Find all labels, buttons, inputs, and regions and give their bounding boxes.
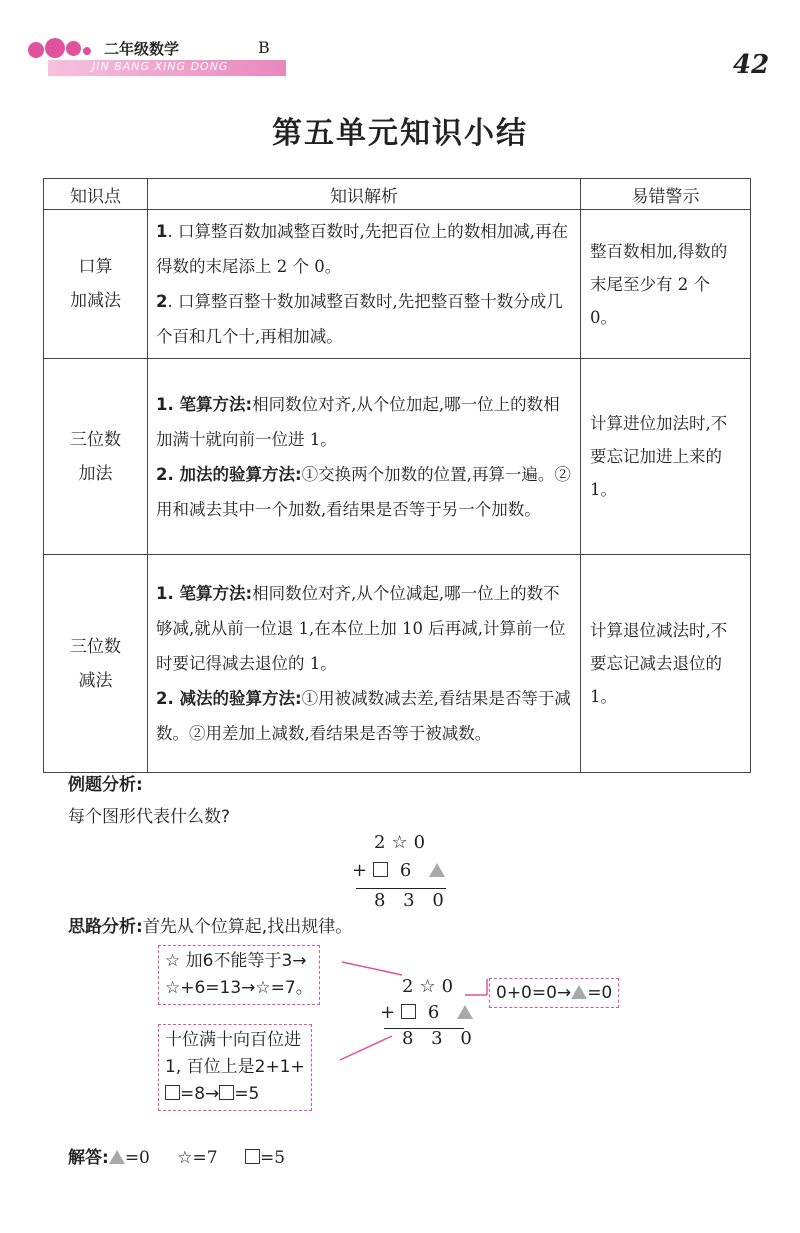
analysis-label: 思路分析: (68, 917, 143, 937)
answer-line: 解答: =0 ☆=7 =5 (68, 1148, 286, 1168)
page-number: 42 (733, 50, 770, 80)
square-icon (219, 1085, 234, 1100)
version-label: B (258, 38, 270, 57)
header-topic: 知识点 (44, 179, 148, 210)
note-ones: 0+0=0→ =0 (489, 978, 619, 1008)
answer-label: 解答: (68, 1148, 109, 1168)
square-icon (245, 1149, 260, 1164)
analysis-cell: 1. 笔算方法:相同数位对齐,从个位减起,哪一位上的数不够减,就从前一位退 1,在本位上加 10 后再减,计算前一位时要记得减去退位的 1。 2. 减法的验算方法:①用被减数减去差,看结果是否等于减数。②用差加上减数,看结果是否等于被减数。 (148, 555, 581, 773)
header-analysis: 知识解析 (148, 179, 581, 210)
header-band-text: JIN BANG XING DONG (92, 60, 229, 73)
warning-cell: 计算进位加法时,不要忘记加进上来的 1。 (581, 359, 751, 555)
analysis-line: 思路分析:首先从个位算起,找出规律。 (68, 917, 353, 937)
header-warning: 易错警示 (581, 179, 751, 210)
note-tens: 十位满十向百位进 1, 百位上是2+1+ =8→ =5 (158, 1024, 312, 1111)
warning-cell: 整百数相加,得数的末尾至少有 2 个 0。 (581, 210, 751, 359)
example-label: 例题分析: (68, 775, 143, 795)
triangle-icon (457, 1005, 473, 1019)
square-icon (401, 1004, 416, 1019)
note-star: ☆ 加6不能等于3→ ☆+6=13→☆=7。 (158, 945, 320, 1005)
topic-cell: 三位数 加法 (44, 359, 148, 555)
topic-cell: 三位数 减法 (44, 555, 148, 773)
square-icon (165, 1085, 180, 1100)
analysis-cell: 1. 口算整百数加减整百数时,先把百位上的数相加减,再在得数的末尾添上 2 个 0。 2. 口算整百整十数加减整百数时,先把整百整十数分成几个百和几个十,再相加减。 (148, 210, 581, 359)
analysis-cell: 1. 笔算方法:相同数位对齐,从个位加起,哪一位上的数相加满十就向前一位进 1。 2. 加法的验算方法:①交换两个加数的位置,再算一遍。②用和减去其中一个加数,看结果是否等于另一个加数。 (148, 359, 581, 555)
example-question: 每个图形代表什么数? (68, 807, 231, 827)
topic-cell: 口算 加减法 (44, 210, 148, 359)
warning-cell: 计算退位减法时,不要忘记减去退位的 1。 (581, 555, 751, 773)
page-title: 第五单元知识小结 (272, 116, 528, 151)
triangle-icon (571, 985, 587, 999)
triangle-icon (109, 1150, 125, 1164)
star-icon: ☆ (177, 1148, 193, 1168)
book-title: 二年级数学 (104, 40, 180, 58)
